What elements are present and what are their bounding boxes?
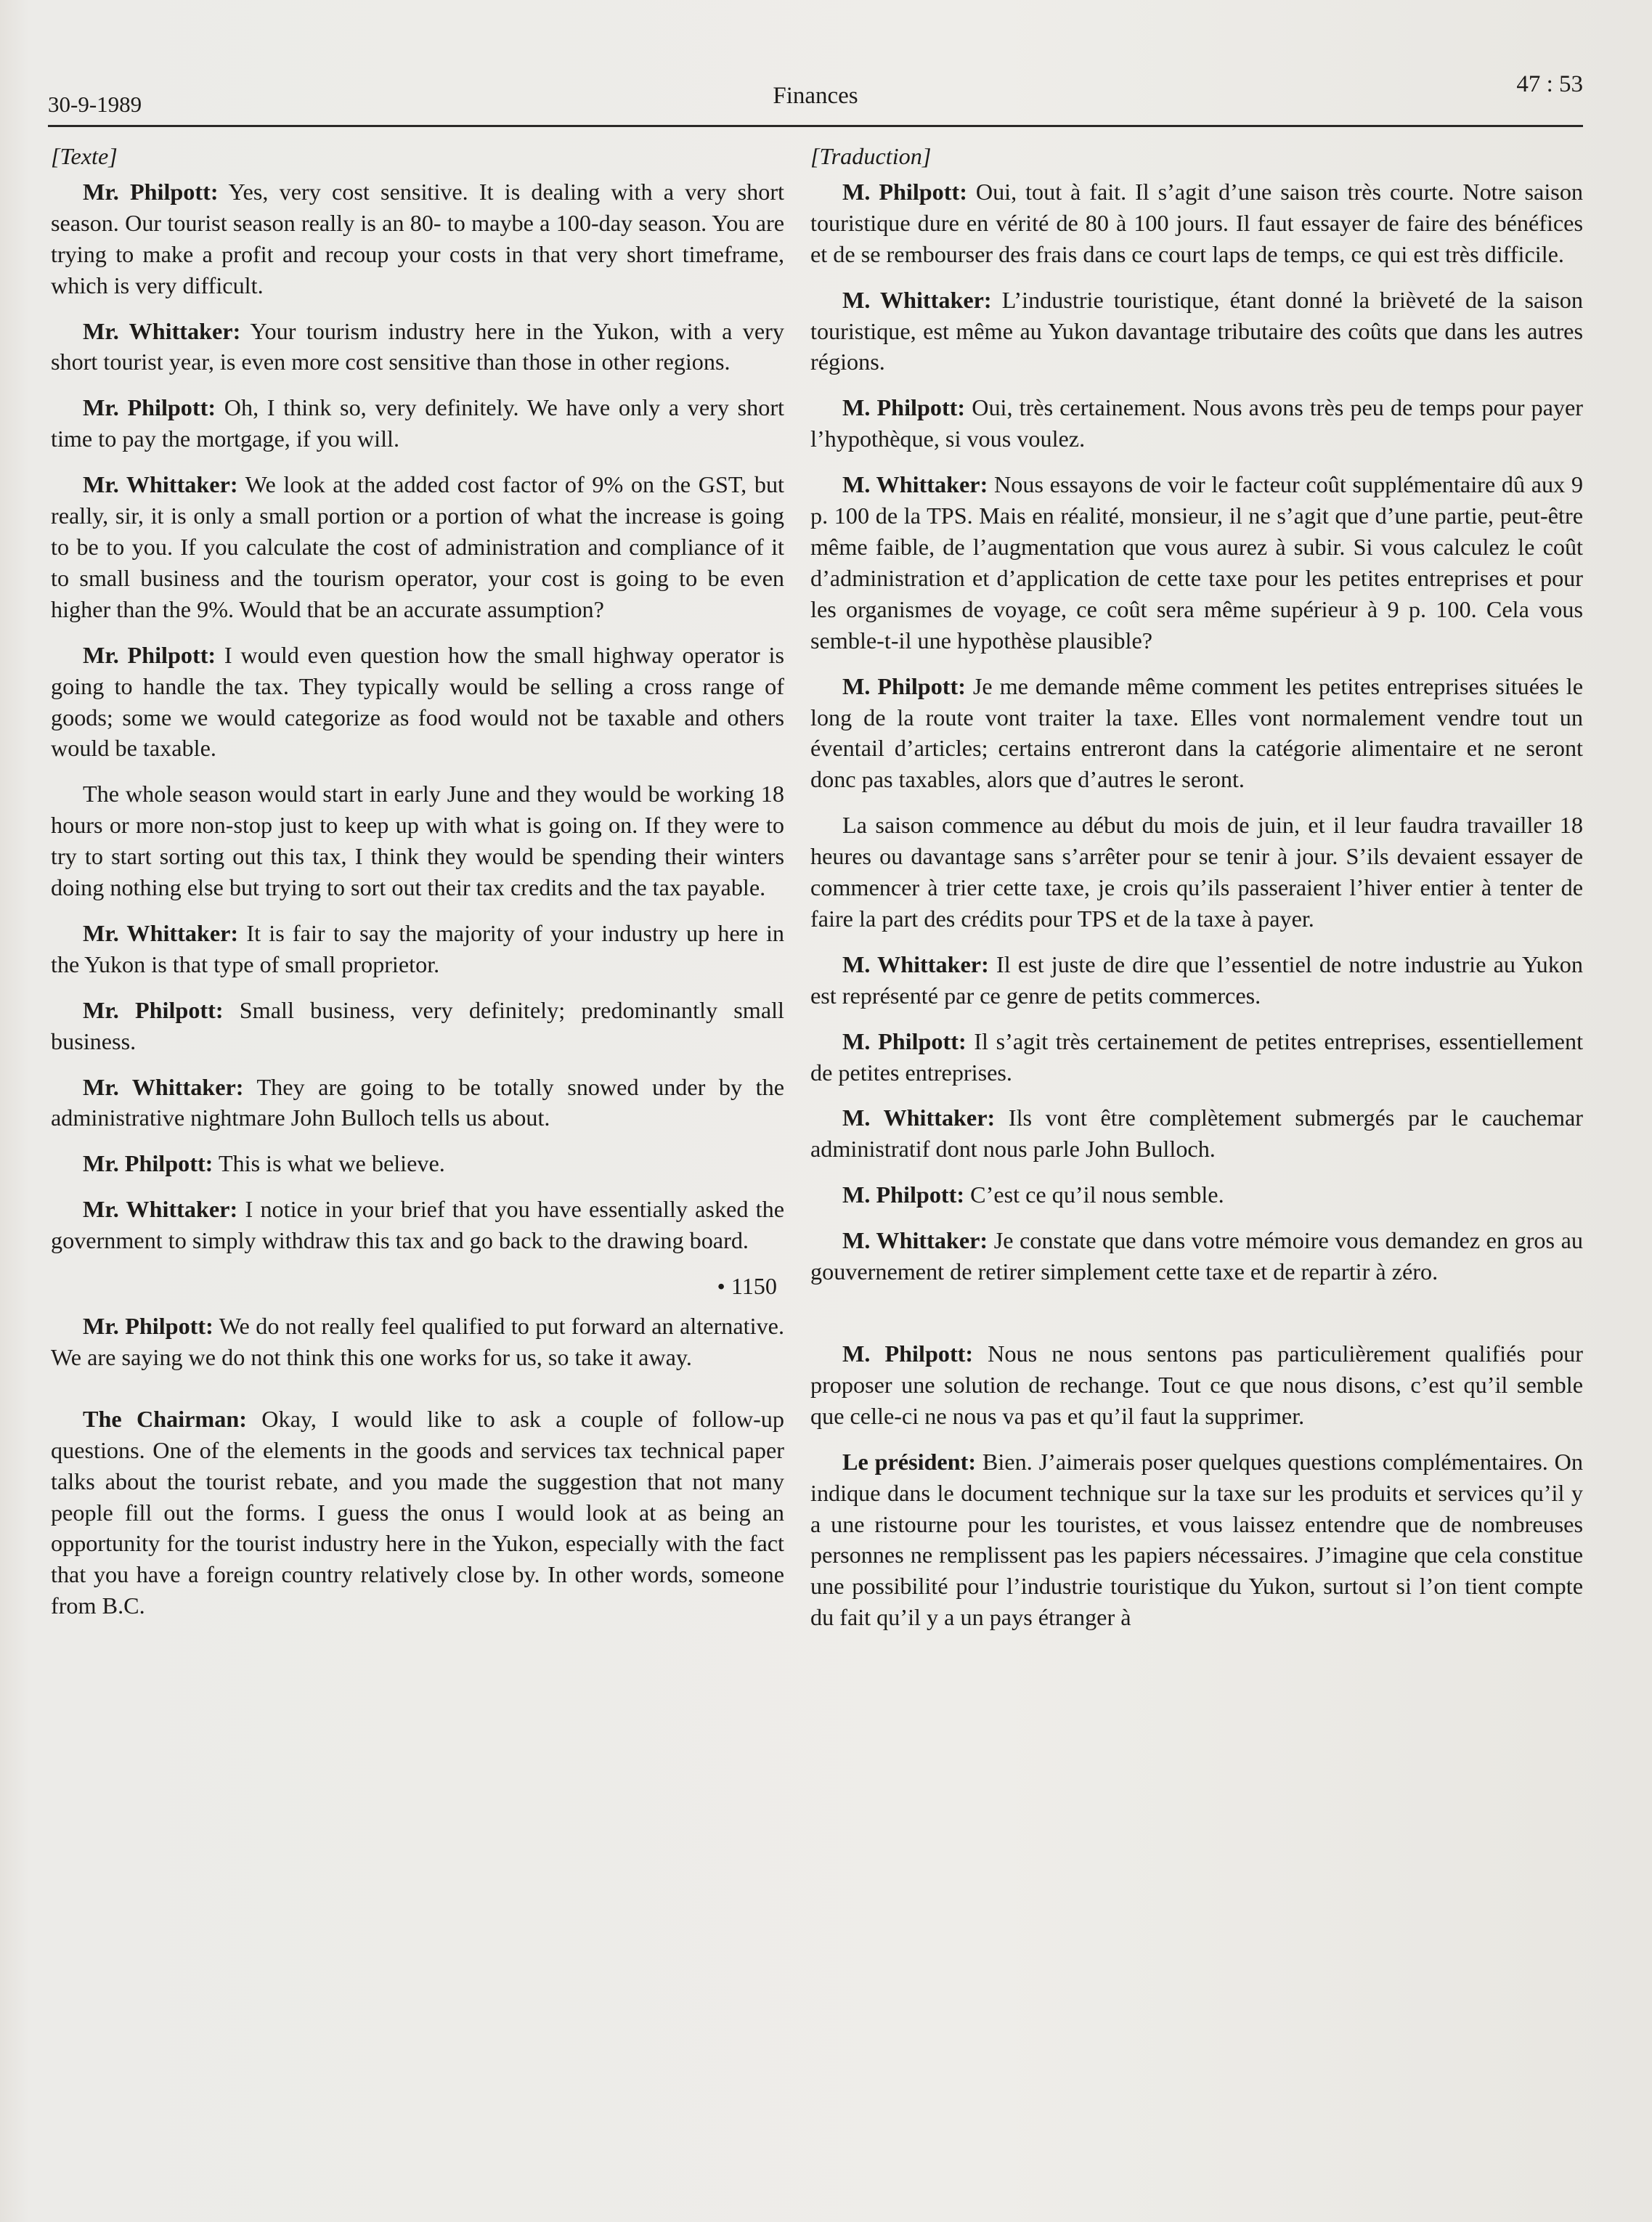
paragraph <box>51 1148 784 1179</box>
speaker: M. Philpott: <box>842 1340 974 1367</box>
speaker: M. Philpott: <box>842 1027 967 1054</box>
french-column <box>810 141 1583 1648</box>
paragraph-text: L’industrie touristique, étant donné la brièveté de la saison touristique, est même au Yukon davantage tributaire des coûts que dans les autres régions. <box>810 286 1583 375</box>
timestamp: • 1150 <box>717 1273 777 1300</box>
paragraph-text: We look at the added cost factor of 9% on the GST, but really, sir, it is only a small portion or a portion of what the increase is going to be to you. If you calculate the cost of administration and compliance of it to small business and the tourism operator, your cost is going to be even higher than the 9%. Would that be an accurate assumption? <box>51 471 784 622</box>
paragraph-text: They are going to be totally snowed under by the administrative nightmare John Bulloch tells us about. <box>51 1073 784 1131</box>
paragraph-text: Il s’agit très certainement de petites entreprises, essentiellement de petites entreprises. <box>810 1027 1584 1086</box>
column-label-text: Traduction <box>819 143 922 169</box>
speaker: M. Philpott: <box>842 178 967 205</box>
paragraph <box>51 918 784 980</box>
speaker: Mr. Philpott: <box>83 394 216 421</box>
speaker: M. Whittaker: <box>842 471 988 498</box>
speaker: Mr. Whittaker: <box>83 317 241 344</box>
paragraph-text: I notice in your brief that you have essentially asked the government to simply withdraw this tax and go back to the drawing board. <box>51 1196 784 1254</box>
speaker: Mr. Philpott: <box>83 1150 213 1177</box>
column-label-text: Texte <box>60 143 109 169</box>
paragraph-text: I would even question how the small highway operator is going to handle the tax. They typically would be selling a cross range of goods; some we would categorize as food would not be taxable and others would be taxable. <box>51 641 785 762</box>
paragraph <box>810 176 1583 270</box>
paragraph-text: Nous essayons de voir le facteur coût supplémentaire dû aux 9 p. 100 de la TPS. Mais en réalité, monsieur, il ne s’agit que d’une partie, peut-être même faible, de l’augmentation que vous aurez à subir. Si vous calculez le coût d’administration et d’application de cette taxe pour les petites entreprises et pour les organismes de voyage, ce coût sera même supérieur à 9 p. 100. Cela vous semble-t-il une hypothèse plausible? <box>810 471 1584 654</box>
paragraph <box>51 469 784 625</box>
paragraph-text: C’est ce qu’il nous semble. <box>964 1181 1224 1208</box>
column-label: [Traduction] <box>810 143 932 169</box>
paragraph-text: Je me demande même comment les petites entreprises situées le long de la route vont traiter la taxe. Elles vont normalement vendre tout un éventail d’articles; certains entreront dans la catégorie alimentaire et ne seront donc pas taxables, alors que d’autres le seront. <box>810 672 1584 793</box>
paragraph-text: Oh, I think so, very definitely. We have only a very short time to pay the mortgage, if you will. <box>51 394 784 452</box>
paragraph <box>810 949 1583 1012</box>
speaker: Le président: <box>842 1448 977 1475</box>
paragraph-text: Oui, tout à fait. Il s’agit d’une saison très courte. Notre saison touristique dure en vérité de 80 à 100 jours. Il faut essayer de faire des bénéfices et de se rembourser des frais dans ce court laps de temps, ce qui est très difficile. <box>810 178 1584 267</box>
speaker: M. Whittaker: <box>842 286 992 313</box>
speaker: Mr. Whittaker: <box>83 1196 238 1223</box>
paragraph-text: Ils vont être complètement submergés par le cauchemar administratif dont nous parle John Bulloch. <box>810 1104 1583 1163</box>
column-label: [Texte] <box>51 143 118 169</box>
speaker: Mr. Whittaker: <box>83 1073 244 1100</box>
speaker: M. Whittaker: <box>842 1227 988 1254</box>
paragraph: La saison commence au début du mois de juin, et il leur faudra travailler 18 heures ou davantage sans s’arrêter pour se tenir à jour. S’ils devaient essayer de commencer à trier cette taxe, je crois qu’ils passeraient l’hiver entier à tenter de faire la part des crédits pour TPS et de la taxe à payer. <box>810 812 1583 932</box>
paragraph <box>810 1026 1583 1088</box>
paragraph-text: Bien. J’aimerais poser quelques questions complémentaires. On indique dans le document technique sur la taxe sur les produits et services qu’il y a une ristourne pour les touristes, et vous laissez entendre que de nombreuses personnes ne remplissent pas les papiers nécessaires. J’imagine que cela constitue une possibilité pour l’industrie touristique du Yukon, surtout si l’on tient compte du fait qu’il y a un pays étranger à <box>810 1448 1583 1631</box>
paragraph <box>810 1338 1583 1432</box>
paragraph-text: This is what we believe. <box>213 1150 445 1177</box>
paragraph-text: Your tourism industry here in the Yukon, with a very short tourist year, is even more cost sensitive than those in other regions. <box>51 317 784 375</box>
paragraph-text: Oui, très certainement. Nous avons très peu de temps pour payer l’hypothèque, si vous voulez. <box>810 394 1583 452</box>
paragraph <box>810 285 1583 378</box>
speaker: Mr. Whittaker: <box>83 919 239 946</box>
paragraph-text: Il est juste de dire que l’essentiel de notre industrie au Yukon est représenté par ce genre de petits commerces. <box>810 951 1583 1009</box>
paragraph-text: It is fair to say the majority of your industry up here in the Yukon is that type of small proprietor. <box>51 919 785 977</box>
speaker: M. Whittaker: <box>842 1104 996 1131</box>
paragraph <box>51 995 784 1057</box>
speaker: Mr. Philpott: <box>83 178 219 205</box>
paragraph: The whole season would start in early June and they would be working 18 hours or more non-stop just to keep up with what is going on. If they were to try to start sorting out this tax, I think they would be spending their winters doing nothing else but trying to sort out their tax credits and the tax payable. <box>51 781 784 901</box>
paragraph <box>810 671 1583 796</box>
speaker: Mr. Philpott: <box>83 1313 213 1339</box>
paragraph <box>51 316 784 378</box>
paragraph <box>51 1311 784 1373</box>
paragraph <box>51 1194 784 1256</box>
paragraph <box>810 1446 1583 1633</box>
paragraph <box>51 392 784 455</box>
paragraph-text: Okay, I would like to ask a couple of follow-up questions. One of the elements in the goods and services tax technical paper talks about the tourist rebate, and you made the suggestion that not many people fill out the forms. I guess the onus I would look at as being an opportunity for the tourist industry here in the Yukon, especially with the fact that you have a foreign country relatively close by. In other words, someone from B.C. <box>51 1405 784 1619</box>
paragraph <box>51 1404 784 1621</box>
paragraph <box>810 1102 1583 1165</box>
paragraph <box>51 640 784 765</box>
speaker: Mr. Philpott: <box>83 996 224 1023</box>
header-page-number: 47 : 53 <box>1516 71 1583 97</box>
speaker: M. Philpott: <box>842 672 966 699</box>
paragraph-text: Yes, very cost sensitive. It is dealing with a very short season. Our tourist season really is an 80- to maybe a 100-day season. You are trying to make a profit and recoup your costs in that very short timeframe, which is very difficult. <box>51 178 784 298</box>
speaker: The Chairman: <box>83 1405 247 1432</box>
paragraph <box>810 469 1583 656</box>
paragraph <box>51 1072 784 1134</box>
speaker: M. Philpott: <box>842 1181 965 1208</box>
paragraph-text: Nous ne nous sentons pas particulièrement qualifiés pour proposer une solution de rechange. Tout ce que nous disons, c’est qu’il semble que celle-ci ne nous va pas et qu’il faut la supprimer. <box>810 1340 1583 1429</box>
paragraph-text: Je constate que dans votre mémoire vous demandez en gros au gouvernement de retirer simplement cette taxe et de repartir à zéro. <box>810 1227 1583 1285</box>
paragraph-text: Small business, very definitely; predominantly small business. <box>51 996 785 1054</box>
speaker: M. Philpott: <box>842 394 966 421</box>
paragraph <box>51 176 784 301</box>
paragraph <box>810 1225 1583 1287</box>
page-header <box>48 70 1583 127</box>
english-column <box>51 141 784 1636</box>
speaker: Mr. Philpott: <box>83 641 216 668</box>
paragraph-text: We do not really feel qualified to put forward an alternative. We are saying we do not think this one works for us, so take it away. <box>51 1313 784 1370</box>
header-date: 30-9-1989 <box>48 91 142 117</box>
paragraph <box>810 1179 1583 1210</box>
speaker: M. Whittaker: <box>842 951 989 977</box>
speaker: Mr. Whittaker: <box>83 471 238 498</box>
header-title: Finances <box>773 83 858 109</box>
paragraph <box>810 392 1583 455</box>
